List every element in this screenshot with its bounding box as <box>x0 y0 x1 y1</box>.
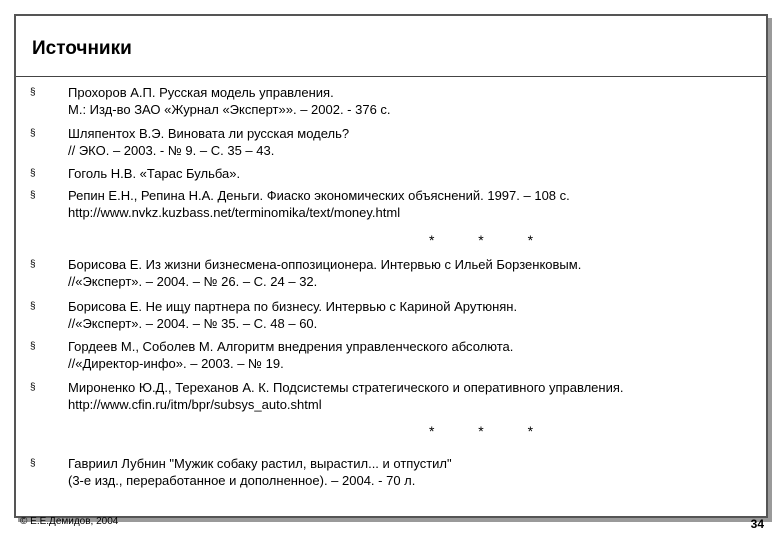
source-item <box>30 379 745 413</box>
source-line: //«Эксперт». – 2004. – № 26. – С. 24 – 32. <box>68 274 318 289</box>
source-text <box>68 165 745 182</box>
source-line: Репин Е.Н., Репина Н.А. Деньги. Фиаско экономических объяснений. 1997. – 108 с. <box>68 188 570 203</box>
copyright-footer: © Е.Е.Демидов, 2004 <box>20 516 119 527</box>
slide-title: Источники <box>32 38 132 59</box>
bullet-icon: § <box>30 87 36 98</box>
source-item <box>30 256 745 290</box>
section-separator: * * * <box>428 232 554 248</box>
source-line: Шляпентох В.Э. Виновата ли русская модель? <box>68 126 350 141</box>
bullet-icon: § <box>30 168 36 179</box>
source-item <box>30 187 745 221</box>
source-line: // ЭКО. – 2003. - № 9. – С. 35 – 43. <box>68 143 275 158</box>
bullet-icon: § <box>30 341 36 352</box>
source-line: Борисова Е. Из жизни бизнесмена-оппозиционера. Интервью с Ильей Борзенковым. <box>68 257 582 272</box>
bullet-icon: § <box>30 458 36 469</box>
bullet-icon: § <box>30 128 36 139</box>
source-item <box>30 84 745 118</box>
source-text <box>68 298 745 332</box>
source-text <box>68 125 745 159</box>
source-item <box>30 338 745 372</box>
source-text <box>68 338 745 372</box>
source-item <box>30 455 745 489</box>
bullet-icon: § <box>30 301 36 312</box>
source-line: Прохоров А.П. Русская модель управления. <box>68 85 334 100</box>
source-text <box>68 379 745 413</box>
bullet-icon: § <box>30 259 36 270</box>
source-line: Гордеев М., Соболев М. Алгоритм внедрения управленческого абсолюта. <box>68 339 514 354</box>
source-item <box>30 165 745 182</box>
section-separator: * * * <box>428 423 554 439</box>
source-item <box>30 125 745 159</box>
source-line: http://www.cfin.ru/itm/bpr/subsys_auto.shtml <box>68 397 322 412</box>
bullet-icon: § <box>30 190 36 201</box>
source-item <box>30 298 745 332</box>
source-text <box>68 455 745 489</box>
title-divider <box>16 76 766 77</box>
bullet-icon: § <box>30 382 36 393</box>
slide-frame <box>14 14 768 518</box>
source-line: Мироненко Ю.Д., Тереханов А. К. Подсистемы стратегического и оперативного управления. <box>68 380 624 395</box>
source-line: (3-е изд., переработанное и дополненное). – 2004. - 70 л. <box>68 473 416 488</box>
source-line: Гоголь Н.В. «Тарас Бульба». <box>68 166 241 181</box>
source-line: http://www.nvkz.kuzbass.net/terminomika/text/money.html <box>68 205 401 220</box>
source-line: Борисова Е. Не ищу партнера по бизнесу. Интервью с Кариной Арутюнян. <box>68 299 518 314</box>
source-line: Гавриил Лубнин "Мужик собаку растил, вырастил... и отпустил" <box>68 456 452 471</box>
source-text <box>68 256 745 290</box>
source-line: М.: Изд-во ЗАО «Журнал «Эксперт»». – 2002. - 376 с. <box>68 102 391 117</box>
source-text <box>68 187 745 221</box>
source-line: //«Директор-инфо». – 2003. – № 19. <box>68 356 284 371</box>
source-text <box>68 84 745 118</box>
page-number: 34 <box>750 517 764 531</box>
source-line: //«Эксперт». – 2004. – № 35. – С. 48 – 60. <box>68 316 318 331</box>
